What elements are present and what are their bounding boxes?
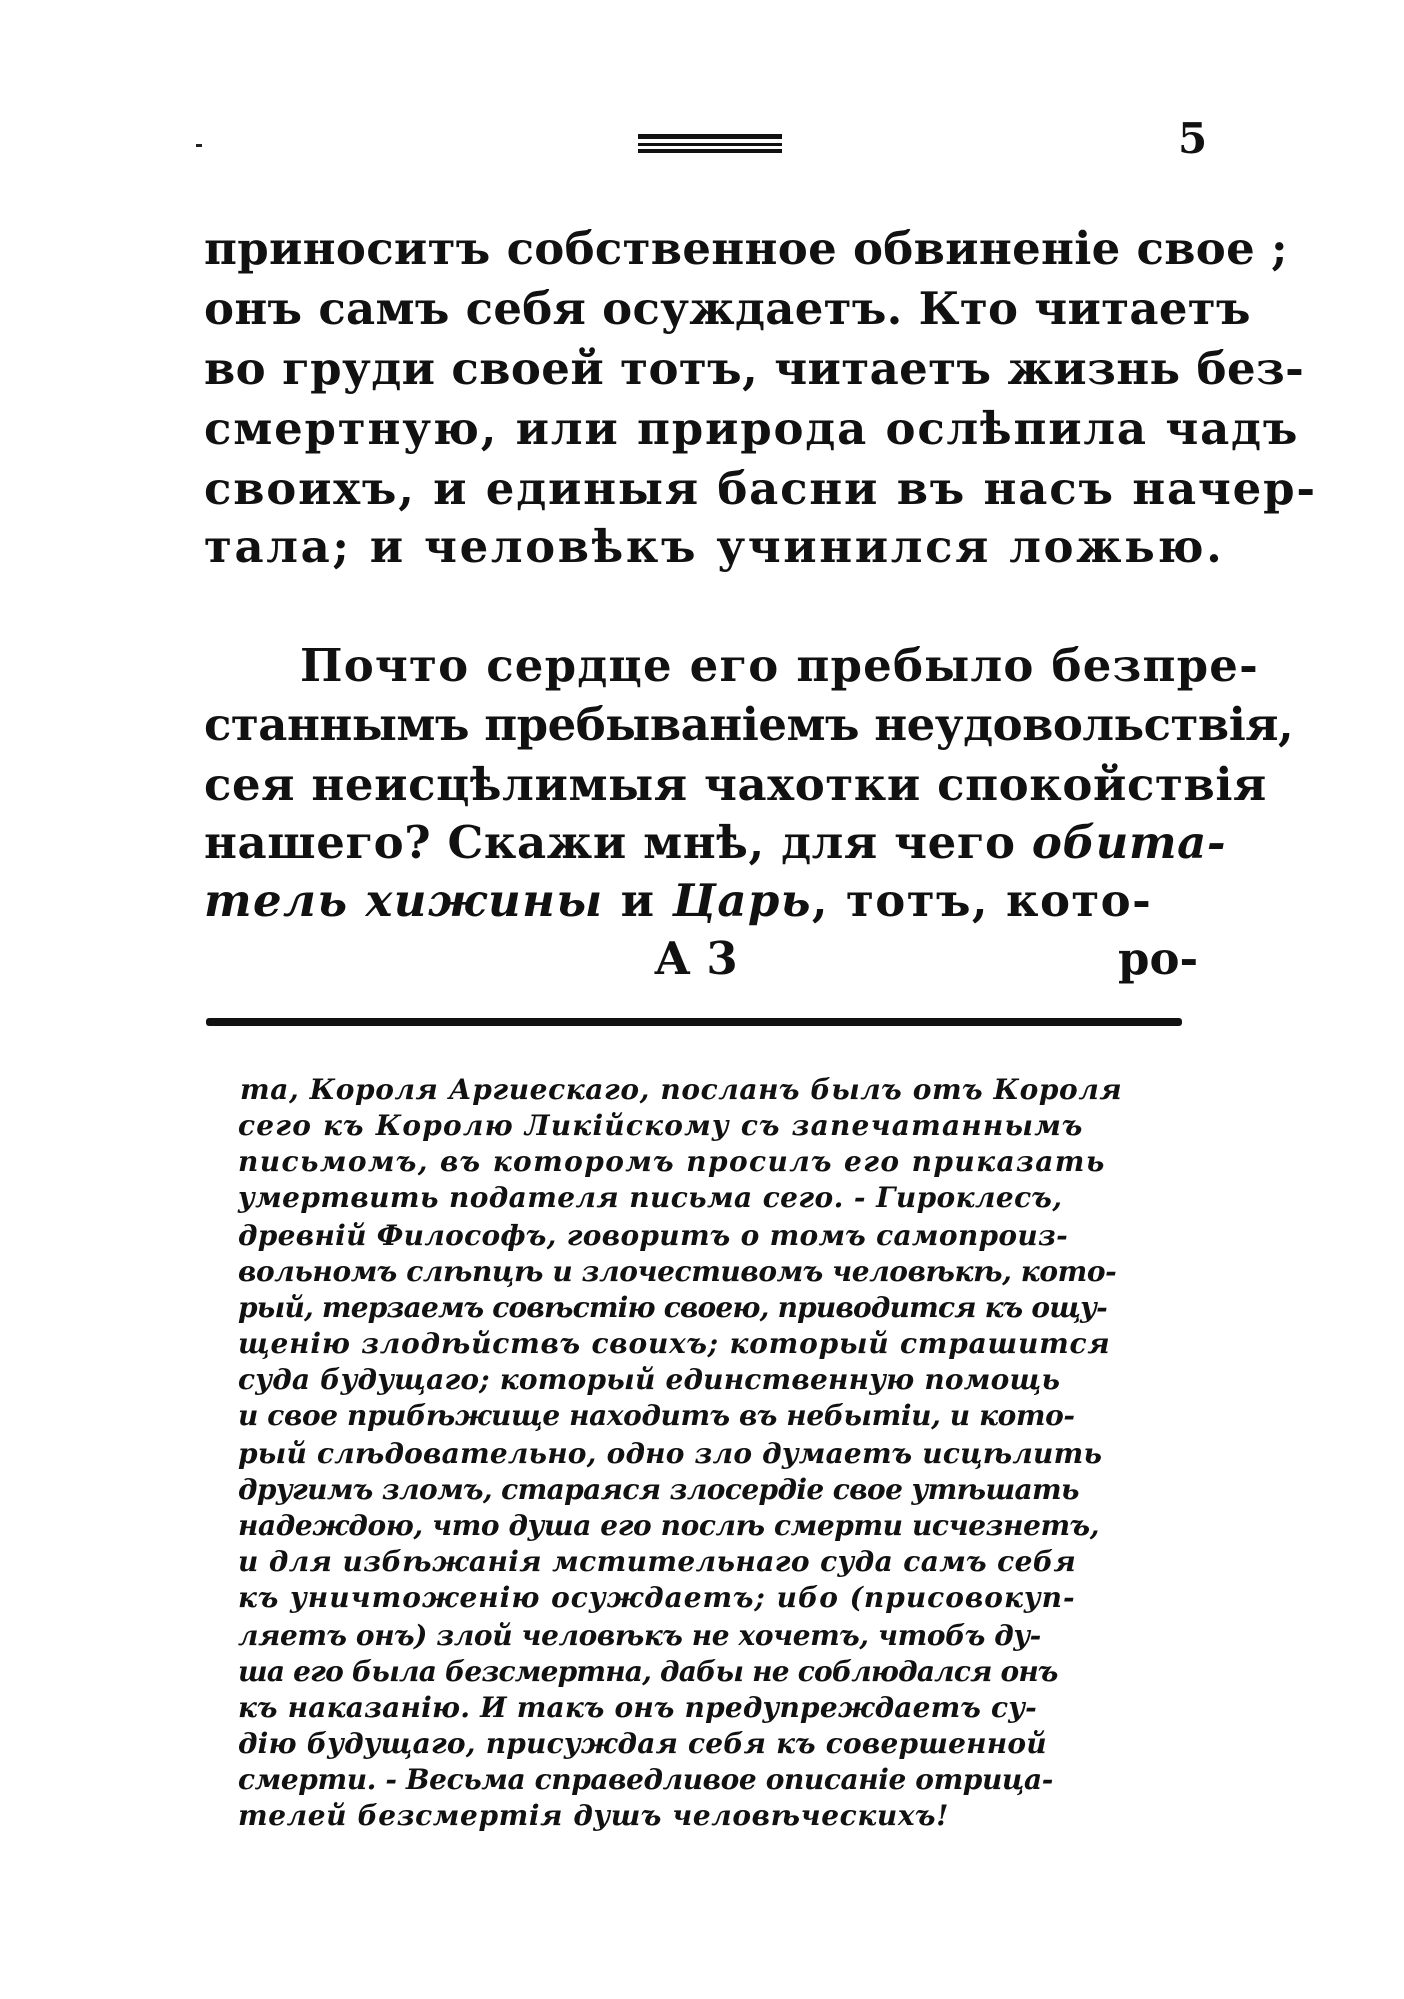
footnote-line: надеждою, что душа его послѣ смерти исчезнетъ, xyxy=(238,1509,1100,1542)
footnote-line: другимъ зломъ, стараяся злосердіе свое утѣшать xyxy=(238,1473,1079,1506)
signature-mark: А 3 xyxy=(654,932,738,985)
header-dash xyxy=(196,144,202,147)
main-text-line: тала; и человѣкъ учинился ложью. xyxy=(204,520,1225,573)
main-text-line: сея неисцѣлимыя чахотки спокойствія xyxy=(204,758,1267,811)
footnote-line: умертвить подателя письма сего. - Гироклесъ, xyxy=(238,1181,1063,1214)
footnote-line: древній Философъ, говоритъ о томъ самопроиз- xyxy=(238,1219,1069,1252)
footnote-line: телей безсмертія душъ человѣческихъ! xyxy=(238,1799,949,1832)
page-number: 5 xyxy=(1178,114,1208,163)
main-text-segment: , тотъ, кото- xyxy=(811,874,1153,927)
footnote-line: вольномъ слѣпцѣ и злочестивомъ человѣкѣ, кото- xyxy=(238,1255,1117,1288)
main-text-line: смертную, или природа ослѣпила чадъ xyxy=(204,402,1300,455)
main-text-segment: нашего? Скажи мнѣ, для чего xyxy=(204,816,1032,869)
footnote-line: рый, терзаемъ совѣстію своею, приводится къ ощу- xyxy=(238,1291,1107,1324)
footnote-divider xyxy=(206,1018,1182,1026)
main-text-line xyxy=(204,816,1227,869)
catchword: ро- xyxy=(1118,932,1199,985)
footnote-line: и свое прибѣжище находитъ въ небытіи, и кото- xyxy=(238,1399,1075,1432)
main-text-line: онъ самъ себя осуждаетъ. Кто читаетъ xyxy=(204,282,1251,335)
footnote-line: къ уничтоженію осуждаетъ; ибо (присовокуп- xyxy=(238,1581,1076,1614)
footnote-line: смерти. - Весьма справедливое описаніе отрица- xyxy=(238,1763,1053,1796)
footnote-line: къ наказанію. И такъ онъ предупреждаетъ су- xyxy=(238,1691,1037,1724)
footnote-line: сего къ Королю Ликійскому съ запечатаннымъ xyxy=(238,1109,1084,1142)
main-text-line: во груди своей тотъ, читаетъ жизнь без- xyxy=(204,342,1305,395)
main-text-line: своихъ, и единыя басни въ насъ начер- xyxy=(204,462,1317,515)
footnote-line: щенію злодѣйствъ своихъ; который страшится xyxy=(238,1327,1111,1360)
main-text-line: станнымъ пребываніемъ неудовольствія, xyxy=(204,698,1294,751)
main-text-italic-segment: обита- xyxy=(1031,816,1227,869)
header-ornament-rule xyxy=(638,132,782,154)
footnote-line: дію будущаго, присуждая себя къ совершенной xyxy=(238,1727,1047,1760)
main-text-line: приноситъ собственное обвиненіе свое ; xyxy=(204,222,1288,275)
footnote-line: ляетъ онъ) злой человѣкъ не хочетъ, чтобъ ду- xyxy=(238,1619,1041,1652)
main-text-line: Почто сердце его пребыло безпре- xyxy=(300,639,1259,692)
main-text-italic-segment: тель хижины xyxy=(204,874,604,927)
footnote-line: рый слѣдовательно, одно зло думаетъ исцѣлить xyxy=(238,1437,1103,1470)
footnote-line: ша его была безсмертна, дабы не соблюдался онъ xyxy=(238,1655,1058,1688)
footnote-line: письмомъ, въ которомъ просилъ его приказать xyxy=(238,1145,1106,1178)
footnote-line: та, Короля Аргиескаго, посланъ былъ отъ Короля xyxy=(240,1073,1123,1106)
footnote-line: и для избѣжанія мстительнаго суда самъ себя xyxy=(238,1545,1077,1578)
main-text-italic-segment: Царь xyxy=(672,874,812,927)
footnote-line: суда будущаго; который единственную помощь xyxy=(238,1363,1061,1396)
main-text-segment: и xyxy=(603,874,673,927)
main-text-line xyxy=(204,874,1204,927)
